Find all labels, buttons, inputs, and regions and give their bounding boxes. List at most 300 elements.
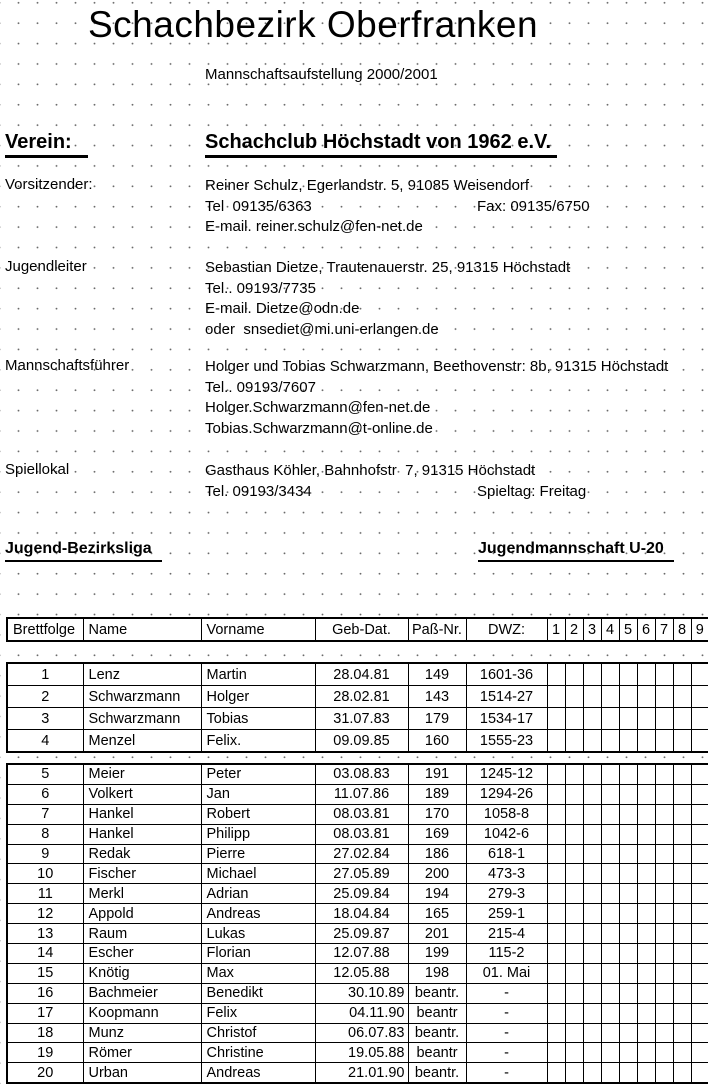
cell-round-9 [691, 708, 708, 730]
cell-dwz: - [466, 1063, 547, 1083]
cell-round-4 [601, 1023, 619, 1043]
cell-round-4 [601, 983, 619, 1003]
cell-vorname: Florian [201, 944, 315, 964]
cell-pass-nr: 143 [408, 686, 466, 708]
cell-name: Hankel [83, 824, 201, 844]
cell-round-5 [619, 804, 637, 824]
cell-round-9 [691, 824, 708, 844]
verein-value: Schachclub Höchstadt von 1962 e.V. [205, 131, 557, 158]
cell-round-4 [601, 944, 619, 964]
cell-pass-nr: 169 [408, 824, 466, 844]
cell-geb-dat: 03.08.83 [315, 764, 408, 784]
cell-round-2 [565, 924, 583, 944]
cell-name: Merkl [83, 884, 201, 904]
cell-round-9 [691, 904, 708, 924]
cell-round-7 [655, 944, 673, 964]
cell-round-9 [691, 983, 708, 1003]
cell-round-2 [565, 708, 583, 730]
cell-geb-dat: 09.09.85 [315, 730, 408, 753]
cell-vorname: Holger [201, 686, 315, 708]
cell-round-2 [565, 983, 583, 1003]
lineup-table-block-1 [6, 662, 708, 753]
cell-name: Meier [83, 764, 201, 784]
cell-brettfolge: 9 [7, 844, 83, 864]
cell-round-7 [655, 708, 673, 730]
cell-round-7 [655, 663, 673, 686]
table-row [7, 1063, 708, 1083]
cell-brettfolge: 12 [7, 904, 83, 924]
cell-dwz: 1555-23 [466, 730, 547, 753]
cell-round-4 [601, 884, 619, 904]
cell-geb-dat: 27.05.89 [315, 864, 408, 884]
cell-round-7 [655, 924, 673, 944]
cell-round-1 [547, 824, 565, 844]
cell-round-5 [619, 944, 637, 964]
cell-geb-dat: 12.05.88 [315, 963, 408, 983]
column-header-name: Name [83, 618, 201, 641]
cell-round-9 [691, 924, 708, 944]
cell-round-7 [655, 764, 673, 784]
cell-vorname: Martin [201, 663, 315, 686]
cell-name: Raum [83, 924, 201, 944]
cell-brettfolge: 13 [7, 924, 83, 944]
cell-round-2 [565, 686, 583, 708]
column-header-brettfolge: Brettfolge [7, 618, 83, 641]
cell-round-9 [691, 1003, 708, 1023]
cell-round-2 [565, 904, 583, 924]
cell-geb-dat: 25.09.87 [315, 924, 408, 944]
table-row [7, 844, 708, 864]
cell-round-3 [583, 963, 601, 983]
contact-line: Reiner Schulz, Egerlandstr. 5, 91085 Weisendorf [205, 177, 530, 194]
cell-round-6 [637, 1003, 655, 1023]
table-row [7, 764, 708, 784]
cell-round-7 [655, 730, 673, 753]
cell-round-8 [673, 708, 691, 730]
cell-round-8 [673, 804, 691, 824]
table-row [7, 944, 708, 964]
cell-round-8 [673, 730, 691, 753]
cell-round-7 [655, 824, 673, 844]
cell-round-2 [565, 824, 583, 844]
contact-line: Sebastian Dietze, Trautenauerstr. 25, 91315 Höchstadt [205, 259, 571, 276]
cell-brettfolge: 19 [7, 1043, 83, 1063]
column-header-round-7: 7 [655, 618, 673, 641]
cell-name: Volkert [83, 784, 201, 804]
contact-right-note: Fax: 09135/6750 [477, 197, 590, 215]
cell-round-5 [619, 784, 637, 804]
cell-brettfolge: 14 [7, 944, 83, 964]
column-header-geb-dat: Geb-Dat. [315, 618, 408, 641]
contact-lines [205, 357, 705, 440]
cell-round-1 [547, 784, 565, 804]
cell-geb-dat: 18.04.84 [315, 904, 408, 924]
cell-round-3 [583, 864, 601, 884]
cell-round-4 [601, 764, 619, 784]
cell-round-8 [673, 686, 691, 708]
cell-round-5 [619, 1023, 637, 1043]
cell-pass-nr: beantr. [408, 1063, 466, 1083]
cell-geb-dat: 19.05.88 [315, 1043, 408, 1063]
cell-round-2 [565, 864, 583, 884]
cell-round-9 [691, 844, 708, 864]
cell-round-3 [583, 663, 601, 686]
cell-round-2 [565, 963, 583, 983]
cell-round-1 [547, 1043, 565, 1063]
contact-line: Holger.Schwarzmann@fen-net.de [205, 399, 431, 417]
cell-round-3 [583, 983, 601, 1003]
cell-round-1 [547, 844, 565, 864]
cell-geb-dat: 08.03.81 [315, 804, 408, 824]
cell-round-4 [601, 686, 619, 708]
column-header-round-9: 9 [691, 618, 708, 641]
cell-vorname: Philipp [201, 824, 315, 844]
contact-line: Tobias.Schwarzmann@t-online.de [205, 420, 433, 438]
cell-brettfolge: 2 [7, 686, 83, 708]
cell-round-5 [619, 730, 637, 753]
cell-name: Redak [83, 844, 201, 864]
cell-geb-dat: 27.02.84 [315, 844, 408, 864]
cell-round-8 [673, 784, 691, 804]
contact-label: Vorsitzender: [5, 176, 93, 193]
cell-round-7 [655, 686, 673, 708]
cell-dwz: 1294-26 [466, 784, 547, 804]
cell-round-2 [565, 884, 583, 904]
contact-lines [205, 258, 705, 341]
table-row [7, 804, 708, 824]
cell-round-8 [673, 1023, 691, 1043]
cell-vorname: Christof [201, 1023, 315, 1043]
cell-geb-dat: 08.03.81 [315, 824, 408, 844]
contact-line: E-mail. Dietze@odn.de [205, 300, 360, 318]
cell-dwz: 1058-8 [466, 804, 547, 824]
cell-round-1 [547, 686, 565, 708]
cell-vorname: Max [201, 963, 315, 983]
cell-round-4 [601, 663, 619, 686]
cell-round-1 [547, 884, 565, 904]
cell-round-3 [583, 1003, 601, 1023]
cell-round-3 [583, 784, 601, 804]
contact-line: E-mail. reiner.schulz@fen-net.de [205, 218, 423, 236]
cell-geb-dat: 04.11.90 [315, 1003, 408, 1023]
cell-round-1 [547, 764, 565, 784]
contact-lines [205, 176, 705, 238]
cell-round-5 [619, 708, 637, 730]
cell-round-5 [619, 924, 637, 944]
contact-line: Tel.. 09193/7607 [205, 378, 316, 396]
cell-round-9 [691, 884, 708, 904]
cell-brettfolge: 18 [7, 1023, 83, 1043]
cell-round-9 [691, 686, 708, 708]
column-header-round-3: 3 [583, 618, 601, 641]
cell-vorname: Jan [201, 784, 315, 804]
cell-name: Fischer [83, 864, 201, 884]
cell-pass-nr: 200 [408, 864, 466, 884]
cell-name: Schwarzmann [83, 686, 201, 708]
table-row [7, 1003, 708, 1023]
cell-round-6 [637, 944, 655, 964]
cell-round-5 [619, 686, 637, 708]
cell-round-5 [619, 884, 637, 904]
cell-geb-dat: 12.07.88 [315, 944, 408, 964]
cell-pass-nr: 198 [408, 963, 466, 983]
table-row [7, 904, 708, 924]
cell-round-7 [655, 804, 673, 824]
cell-round-7 [655, 844, 673, 864]
cell-round-3 [583, 764, 601, 784]
cell-round-1 [547, 1003, 565, 1023]
cell-round-8 [673, 944, 691, 964]
page-title: Schachbezirk Oberfranken [88, 4, 539, 45]
cell-round-3 [583, 1043, 601, 1063]
cell-dwz: 01. Mai [466, 963, 547, 983]
cell-vorname: Felix [201, 1003, 315, 1023]
cell-round-9 [691, 764, 708, 784]
cell-round-6 [637, 764, 655, 784]
cell-round-6 [637, 784, 655, 804]
cell-round-2 [565, 1063, 583, 1083]
cell-pass-nr: 170 [408, 804, 466, 824]
table-row [7, 983, 708, 1003]
cell-brettfolge: 20 [7, 1063, 83, 1083]
cell-pass-nr: beantr [408, 1043, 466, 1063]
column-header-round-4: 4 [601, 618, 619, 641]
cell-geb-dat: 21.01.90 [315, 1063, 408, 1083]
cell-vorname: Christine [201, 1043, 315, 1063]
cell-round-7 [655, 784, 673, 804]
cell-round-1 [547, 730, 565, 753]
table-row [7, 963, 708, 983]
cell-pass-nr: 191 [408, 764, 466, 784]
cell-geb-dat: 31.07.83 [315, 708, 408, 730]
cell-round-5 [619, 864, 637, 884]
cell-round-1 [547, 864, 565, 884]
cell-round-7 [655, 884, 673, 904]
cell-geb-dat: 30.10.89 [315, 983, 408, 1003]
cell-vorname: Andreas [201, 904, 315, 924]
cell-round-2 [565, 944, 583, 964]
cell-pass-nr: beantr. [408, 1023, 466, 1043]
lineup-table-header [6, 617, 708, 642]
cell-round-1 [547, 944, 565, 964]
cell-round-6 [637, 1063, 655, 1083]
cell-round-6 [637, 1023, 655, 1043]
cell-round-6 [637, 924, 655, 944]
contact-line: Holger und Tobias Schwarzmann, Beethovenstr: 8b, 91315 Höchstadt [205, 358, 669, 375]
cell-geb-dat: 25.09.84 [315, 884, 408, 904]
cell-round-7 [655, 963, 673, 983]
cell-round-8 [673, 963, 691, 983]
cell-brettfolge: 16 [7, 983, 83, 1003]
team-heading: Jugendmannschaft U-20 [478, 540, 674, 562]
cell-round-8 [673, 824, 691, 844]
cell-pass-nr: 179 [408, 708, 466, 730]
column-header-round-1: 1 [547, 618, 565, 641]
cell-vorname: Felix. [201, 730, 315, 753]
contact-label: Spiellokal [5, 461, 70, 478]
cell-vorname: Peter [201, 764, 315, 784]
cell-round-8 [673, 864, 691, 884]
contact-lines [205, 461, 705, 502]
cell-round-6 [637, 708, 655, 730]
cell-round-3 [583, 730, 601, 753]
cell-dwz: - [466, 1043, 547, 1063]
table-row [7, 663, 708, 686]
cell-round-4 [601, 1043, 619, 1063]
cell-round-8 [673, 663, 691, 686]
contact-label: Mannschaftsführer [5, 357, 130, 374]
cell-round-6 [637, 983, 655, 1003]
cell-round-3 [583, 708, 601, 730]
cell-round-2 [565, 804, 583, 824]
cell-vorname: Andreas [201, 1063, 315, 1083]
cell-round-7 [655, 904, 673, 924]
cell-round-9 [691, 963, 708, 983]
cell-pass-nr: 201 [408, 924, 466, 944]
cell-round-6 [637, 824, 655, 844]
cell-vorname: Benedikt [201, 983, 315, 1003]
cell-dwz: 618-1 [466, 844, 547, 864]
cell-round-6 [637, 904, 655, 924]
cell-vorname: Robert [201, 804, 315, 824]
cell-round-1 [547, 804, 565, 824]
cell-brettfolge: 3 [7, 708, 83, 730]
cell-round-7 [655, 983, 673, 1003]
cell-dwz: 1042-6 [466, 824, 547, 844]
table-row [7, 884, 708, 904]
cell-round-5 [619, 1043, 637, 1063]
cell-round-5 [619, 844, 637, 864]
cell-round-5 [619, 1003, 637, 1023]
cell-round-9 [691, 1043, 708, 1063]
cell-round-3 [583, 844, 601, 864]
cell-round-9 [691, 864, 708, 884]
cell-pass-nr: 186 [408, 844, 466, 864]
cell-geb-dat: 28.02.81 [315, 686, 408, 708]
cell-round-4 [601, 804, 619, 824]
cell-round-3 [583, 686, 601, 708]
cell-round-4 [601, 708, 619, 730]
cell-brettfolge: 7 [7, 804, 83, 824]
cell-round-2 [565, 764, 583, 784]
cell-pass-nr: 160 [408, 730, 466, 753]
cell-round-5 [619, 983, 637, 1003]
cell-pass-nr: 149 [408, 663, 466, 686]
cell-dwz: - [466, 1023, 547, 1043]
cell-round-4 [601, 963, 619, 983]
cell-brettfolge: 6 [7, 784, 83, 804]
cell-pass-nr: beantr [408, 1003, 466, 1023]
column-header-round-2: 2 [565, 618, 583, 641]
cell-round-1 [547, 904, 565, 924]
cell-vorname: Michael [201, 864, 315, 884]
cell-vorname: Lukas [201, 924, 315, 944]
cell-vorname: Adrian [201, 884, 315, 904]
cell-geb-dat: 11.07.86 [315, 784, 408, 804]
cell-round-2 [565, 730, 583, 753]
cell-pass-nr: 189 [408, 784, 466, 804]
cell-name: Schwarzmann [83, 708, 201, 730]
cell-round-4 [601, 784, 619, 804]
cell-round-8 [673, 924, 691, 944]
cell-round-4 [601, 924, 619, 944]
table-row [7, 1023, 708, 1043]
cell-round-6 [637, 864, 655, 884]
cell-geb-dat: 06.07.83 [315, 1023, 408, 1043]
column-header-round-8: 8 [673, 618, 691, 641]
cell-round-9 [691, 730, 708, 753]
cell-round-4 [601, 904, 619, 924]
cell-round-6 [637, 963, 655, 983]
table-row [7, 686, 708, 708]
cell-round-6 [637, 730, 655, 753]
cell-dwz: 473-3 [466, 864, 547, 884]
cell-dwz: 1245-12 [466, 764, 547, 784]
cell-round-3 [583, 904, 601, 924]
cell-round-3 [583, 824, 601, 844]
cell-name: Koopmann [83, 1003, 201, 1023]
contact-line: Gasthaus Köhler, Bahnhofstr 7, 91315 Höchstadt [205, 462, 536, 479]
cell-round-9 [691, 944, 708, 964]
cell-round-2 [565, 663, 583, 686]
cell-round-3 [583, 804, 601, 824]
cell-round-2 [565, 1003, 583, 1023]
contact-line: Tel. 09193/3434 Spieltag: Freitag [205, 482, 705, 503]
cell-round-9 [691, 1063, 708, 1083]
cell-pass-nr: 165 [408, 904, 466, 924]
column-header-round-6: 6 [637, 618, 655, 641]
cell-round-8 [673, 764, 691, 784]
cell-round-1 [547, 708, 565, 730]
cell-round-3 [583, 1063, 601, 1083]
verein-label: Verein: [5, 131, 88, 158]
cell-pass-nr: 199 [408, 944, 466, 964]
cell-round-4 [601, 1003, 619, 1023]
cell-round-5 [619, 1063, 637, 1083]
cell-name: Munz [83, 1023, 201, 1043]
cell-round-6 [637, 804, 655, 824]
cell-dwz: - [466, 983, 547, 1003]
cell-round-5 [619, 663, 637, 686]
cell-round-5 [619, 824, 637, 844]
cell-name: Bachmeier [83, 983, 201, 1003]
cell-round-2 [565, 1023, 583, 1043]
contact-right-note: Spieltag: Freitag [477, 482, 587, 500]
cell-round-3 [583, 944, 601, 964]
table-row [7, 784, 708, 804]
cell-name: Hankel [83, 804, 201, 824]
cell-round-7 [655, 864, 673, 884]
cell-round-8 [673, 983, 691, 1003]
cell-round-6 [637, 663, 655, 686]
cell-round-4 [601, 844, 619, 864]
cell-round-9 [691, 663, 708, 686]
cell-round-3 [583, 924, 601, 944]
cell-round-6 [637, 1043, 655, 1063]
cell-round-2 [565, 1043, 583, 1063]
cell-round-7 [655, 1063, 673, 1083]
table-row [7, 708, 708, 730]
contact-line: oder snsediet@mi.uni-erlangen.de [205, 321, 439, 339]
cell-geb-dat: 28.04.81 [315, 663, 408, 686]
cell-pass-nr: beantr. [408, 983, 466, 1003]
cell-round-8 [673, 1063, 691, 1083]
cell-round-1 [547, 1023, 565, 1043]
cell-round-1 [547, 663, 565, 686]
contact-line: Tel 09135/6363 Fax: 09135/6750 [205, 197, 705, 218]
cell-dwz: 215-4 [466, 924, 547, 944]
cell-brettfolge: 5 [7, 764, 83, 784]
